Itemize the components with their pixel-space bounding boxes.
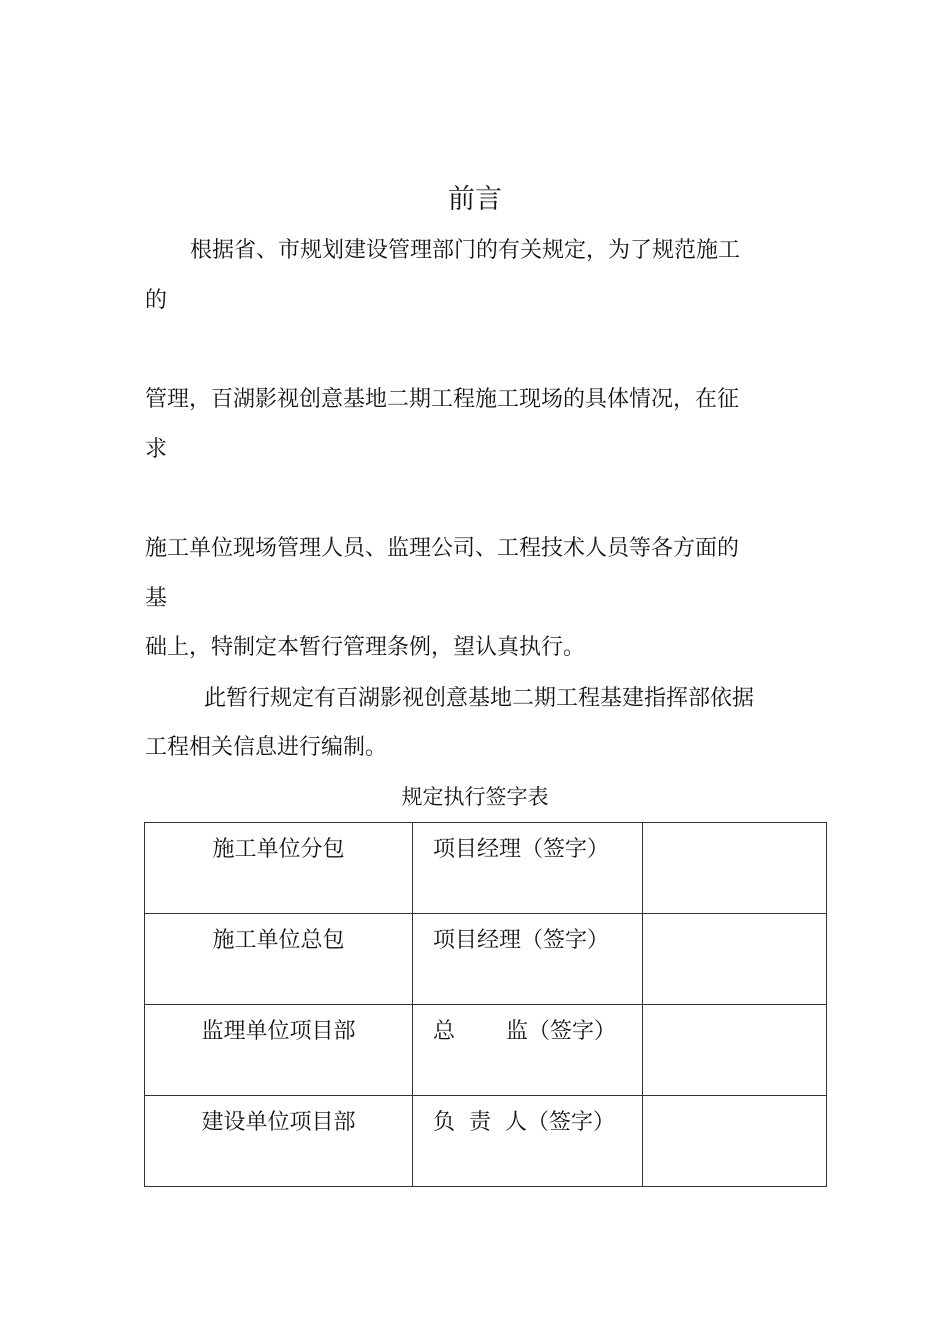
paragraph-line: 此暂行规定有百湖影视创意基地二期工程基建指挥部依据: [204, 686, 755, 711]
role-cell: [413, 1005, 643, 1096]
unit-cell: [145, 914, 413, 1005]
signature-cell: [643, 1096, 827, 1187]
paragraph-line: 管理，百湖影视创意基地二期工程施工现场的具体情况，在征: [145, 387, 740, 412]
signature-value: [643, 823, 826, 835]
table-row: [145, 1005, 827, 1096]
paragraph-line: 施工单位现场管理人员、监理公司、工程技术人员等各方面的: [145, 536, 740, 561]
table-caption: 规定执行签字表: [401, 785, 549, 809]
signature-cell: [643, 914, 827, 1005]
paragraph-line: 求: [145, 437, 168, 462]
role-cell: [413, 914, 643, 1005]
page-title: 前言: [448, 184, 502, 215]
unit-label: 施工单位总包: [212, 928, 345, 953]
signature-value: [643, 1096, 826, 1108]
role-label: 总 监（签字）: [433, 1019, 616, 1044]
table-row: [145, 914, 827, 1005]
table-row: [145, 823, 827, 914]
signature-cell: [643, 823, 827, 914]
role-cell: [413, 823, 643, 914]
paragraph-line: 础上，特制定本暂行管理条例，望认真执行。: [145, 635, 586, 660]
paragraph-line: 根据省、市规划建设管理部门的有关规定，为了规范施工: [190, 238, 741, 263]
signature-table: [144, 822, 827, 1187]
unit-label: 监理单位项目部: [201, 1019, 356, 1044]
paragraph-line: 工程相关信息进行编制。: [145, 735, 388, 760]
paragraph-line: 的: [145, 288, 168, 313]
signature-value: [643, 914, 826, 926]
signature-value: [643, 1005, 826, 1017]
unit-label: 施工单位分包: [212, 837, 345, 862]
unit-cell: [145, 1005, 413, 1096]
role-label: 负 责 人（签字）: [433, 1110, 615, 1135]
unit-cell: [145, 1096, 413, 1187]
paragraph-line: 基: [145, 586, 168, 611]
role-label: 项目经理（签字）: [433, 928, 610, 953]
table-row: [145, 1096, 827, 1187]
role-label: 项目经理（签字）: [433, 837, 610, 862]
unit-label: 建设单位项目部: [201, 1110, 356, 1135]
role-cell: [413, 1096, 643, 1187]
unit-cell: [145, 823, 413, 914]
signature-cell: [643, 1005, 827, 1096]
